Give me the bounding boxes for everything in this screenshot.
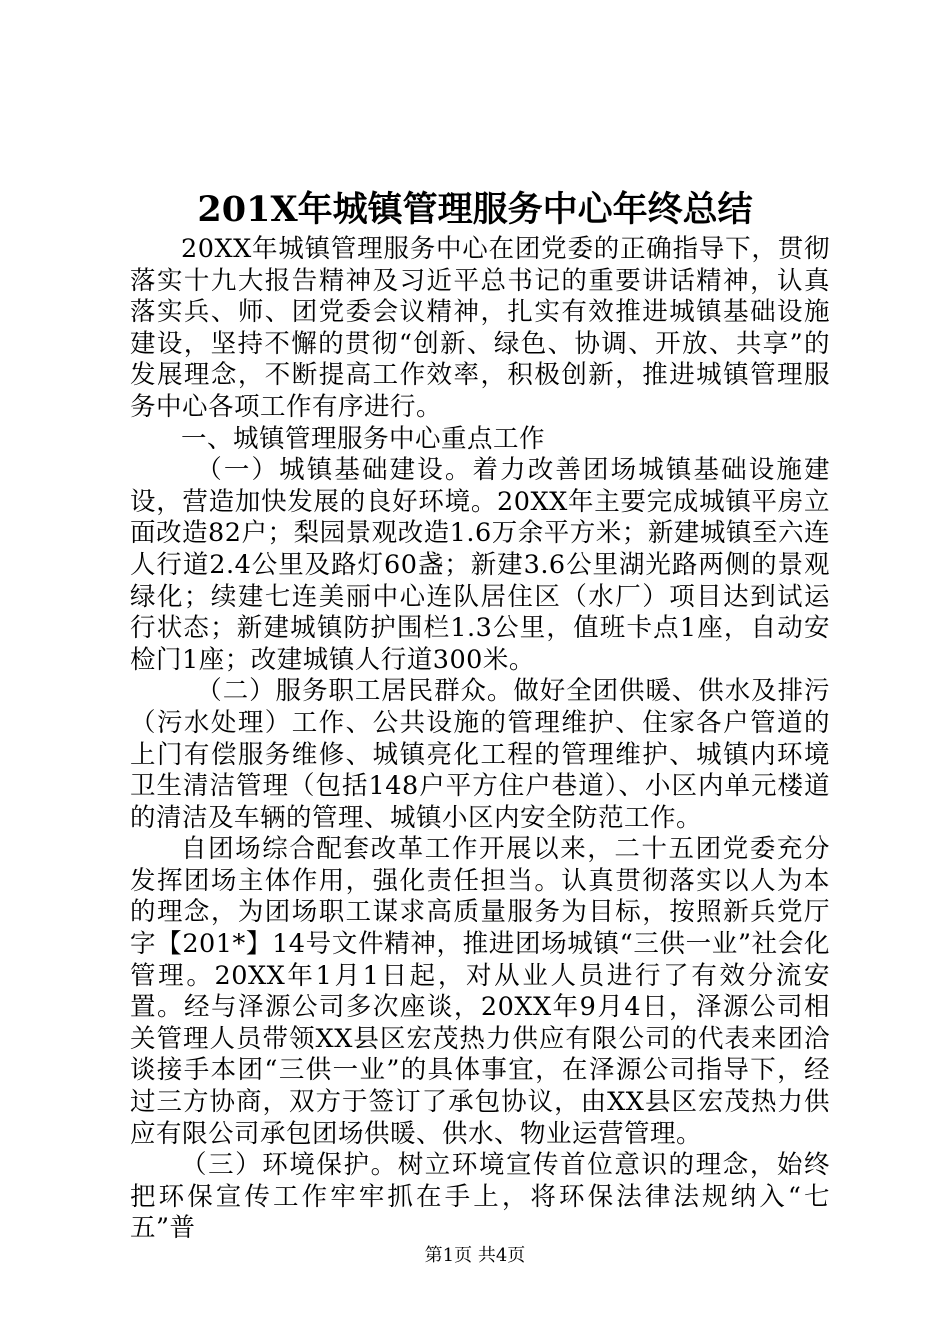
document-body (130, 234, 830, 1245)
paragraph-environment: （三）环境保护。树立环境宣传首位意识的理念，始终把环保宣传工作牢牢抓在手上，将环保法律法规纳入“七五”普 (130, 1150, 830, 1244)
paragraph-infrastructure: （一）城镇基础建设。着力改善团场城镇基础设施建设，营造加快发展的良好环境。20XX年主要完成城镇平房立面改造82户；梨园景观改造1.6万余平方米；新建城镇至六连人行道2.4公里及路灯60盏；新建3.6公里湖光路两侧的景观绿化；续建七连美丽中心连队居住区（水厂）项目达到试运行状态；新建城镇防护围栏1.3公里，值班卡点1座，自动安检门1座；改建城镇人行道300米。 (130, 455, 830, 675)
page-footer: 第1页 共4页 (424, 1245, 526, 1266)
paragraph-resident-services: （二）服务职工居民群众。做好全团供暖、供水及排污（污水处理）工作、公共设施的管理维护、住家各户管道的上门有偿服务维修、城镇亮化工程的管理维护、城镇内环境卫生清洁管理（包括148户平方住户巷道）、小区内单元楼道的清洁及车辆的管理、城镇小区内安全防范工作。 (130, 676, 830, 833)
paragraph-reform: 自团场综合配套改革工作开展以来，二十五团党委充分发挥团场主体作用，强化责任担当。认真贯彻落实以人为本的理念，为团场职工谋求高质量服务为目标，按照新兵党厅字【201*】14号文件精神，推进团场城镇“三供一业”社会化管理。20XX年1月1日起，对从业人员进行了有效分流安置。经与泽源公司多次座谈，20XX年9月4日，泽源公司相关管理人员带领XX县区宏茂热力供应有限公司的代表来团洽谈接手本团“三供一业”的具体事宜，在泽源公司指导下，经过三方协商，双方于签订了承包协议，由XX县区宏茂热力供应有限公司承包团场供暖、供水、物业运营管理。 (130, 834, 830, 1149)
paragraph-intro: 20XX年城镇管理服务中心在团党委的正确指导下，贯彻落实十九大报告精神及习近平总书记的重要讲话精神，认真落实兵、师、团党委会议精神，扎实有效推进城镇基础设施建设，坚持不懈的贯彻“创新、绿色、协调、开放、共享”的发展理念，不断提高工作效率，积极创新，推进城镇管理服务中心各项工作有序进行。 (130, 234, 830, 422)
document-title: 201X年城镇管理服务中心年终总结 (197, 189, 753, 230)
section-heading-key-work: 一、城镇管理服务中心重点工作 (181, 423, 546, 454)
